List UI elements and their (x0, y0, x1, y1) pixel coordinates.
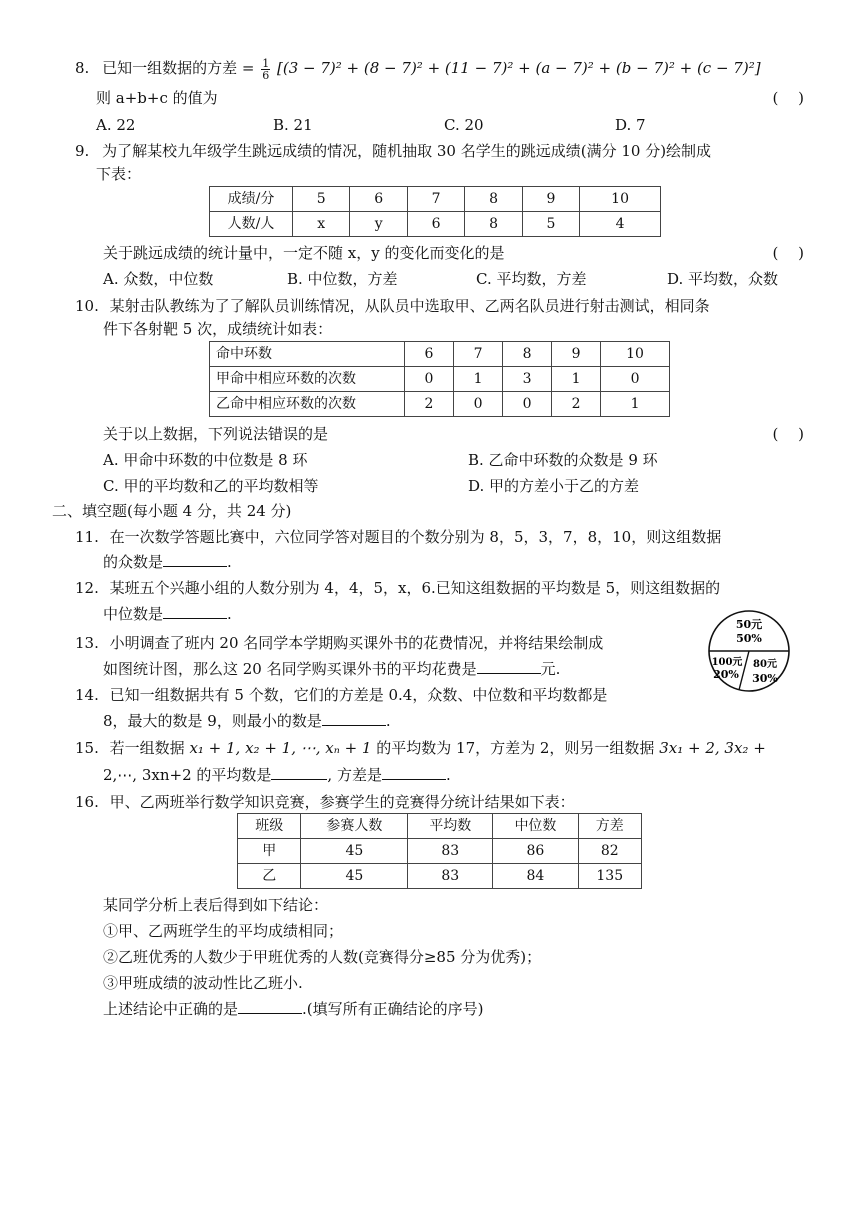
q13-pie-chart (703, 609, 795, 693)
q16-intro: 某同学分析上表后得到如下结论： (103, 896, 329, 914)
q8-line1 (75, 57, 761, 81)
table-row (238, 864, 642, 889)
q8-text: 已知一组数据的方差 (102, 59, 238, 77)
table-cell: 83 (408, 864, 493, 889)
q15-text1b: 的平均数为 17，方差为 2，则另一组数据 (376, 739, 655, 757)
q13-number: 13. (75, 634, 99, 652)
q10-number: 10. (75, 297, 99, 315)
q12-line2 (103, 603, 232, 625)
table-cell: 9 (522, 187, 579, 212)
q10-text2: 件下各射靶 5 次，成绩统计如表： (103, 320, 333, 338)
section-heading: 二、填空题(每小题 4 分，共 24 分) (52, 502, 292, 520)
q16-answer-blank[interactable] (238, 999, 302, 1014)
table-cell: 成绩/分 (210, 187, 293, 212)
table-cell: 方差 (578, 814, 642, 839)
pie-slice-80-percent: 30% (752, 672, 778, 685)
table-cell: 班级 (238, 814, 301, 839)
q16-conclusion-2: ②乙班优秀的人数少于甲班优秀的人数(竞赛得分≥85 分为优秀)； (103, 948, 542, 966)
q12-answer-blank[interactable] (163, 604, 227, 619)
q15-line2 (103, 764, 451, 786)
table-row (210, 187, 661, 212)
table-cell: 参赛人数 (301, 814, 408, 839)
table-cell: 10 (601, 342, 670, 367)
table-cell: 86 (493, 839, 578, 864)
q14-text1: 已知一组数据共有 5 个数，它们的方差是 0.4，众数、中位数和平均数都是 (109, 686, 608, 704)
q16-table (237, 813, 642, 889)
pie-slice-100-amount: 100元 (711, 657, 743, 668)
q14-line2 (103, 710, 391, 732)
q15-mean-blank[interactable] (271, 765, 327, 780)
table-cell: 6 (407, 212, 464, 237)
q15-math1: x₁ + 1, x₂ + 1, ⋯, xₙ + 1 (189, 739, 372, 757)
q14-text2: 8，最大的数是 9，则最小的数是 (103, 712, 322, 730)
q15-text2a: 2,⋯, 3xn+2 的平均数是 (103, 766, 272, 784)
q8-option-b: B. 21 (273, 116, 313, 134)
q11-text2: 的众数是 (103, 553, 164, 571)
q13-text1: 小明调查了班内 20 名同学本学期购买课外书的花费情况，并将结果绘制成 (109, 634, 604, 652)
table-cell: 45 (301, 839, 408, 864)
table-cell: 135 (578, 864, 642, 889)
q9-text1: 为了解某校九年级学生跳远成绩的情况，随机抽取 30 名学生的跳远成绩(满分 10 分)绘制成 (102, 142, 712, 160)
q13-text2: 如图统计图，那么这 20 名同学购买课外书的平均花费是 (103, 660, 477, 678)
q16-number: 16. (75, 793, 99, 811)
table-cell: 84 (493, 864, 578, 889)
table-row (238, 839, 642, 864)
table-cell: 甲命中相应环数的次数 (210, 367, 405, 392)
table-cell: 中位数 (493, 814, 578, 839)
pie-slice-50-percent: 50% (736, 632, 762, 645)
table-cell: 3 (503, 367, 552, 392)
q8-line2 (96, 87, 218, 109)
q11-number: 11. (75, 528, 99, 546)
q8-answer-paren: ( ) (772, 89, 804, 107)
q16-last-hint: .(填写所有正确结论的序号) (302, 1000, 484, 1018)
q9-option-a: A. 众数，中位数 (103, 270, 214, 288)
table-cell: 2 (405, 392, 454, 417)
q14-number: 14. (75, 686, 99, 704)
q16-conclusion-1: ①甲、乙两班学生的平均成绩相同； (103, 922, 344, 940)
table-cell: 甲 (238, 839, 301, 864)
q12-text2: 中位数是 (103, 605, 164, 623)
q8-option-d: D. 7 (615, 116, 646, 134)
table-cell: 0 (405, 367, 454, 392)
table-cell: 人数/人 (210, 212, 293, 237)
table-cell: 1 (601, 392, 670, 417)
q9-text2: 下表： (96, 165, 142, 183)
table-cell: 5 (293, 187, 350, 212)
q10-answer-paren: ( ) (772, 425, 804, 443)
table-row (210, 367, 670, 392)
q9-option-b: B. 中位数，方差 (287, 270, 398, 288)
q10-option-c: C. 甲的平均数和乙的平均数相等 (103, 477, 319, 495)
table-row (210, 392, 670, 417)
q13-line1 (75, 632, 603, 654)
q16-text1: 甲、乙两班举行数学知识竞赛，参赛学生的竞赛得分统计结果如下表： (109, 793, 575, 811)
q11-period: . (227, 553, 232, 571)
table-row (210, 342, 670, 367)
q8-fraction (261, 58, 270, 81)
q15-line1 (75, 737, 766, 759)
table-cell: x (293, 212, 350, 237)
table-cell: 6 (350, 187, 407, 212)
q15-variance-blank[interactable] (382, 765, 446, 780)
table-row (210, 212, 661, 237)
table-cell: 7 (454, 342, 503, 367)
table-cell: y (350, 212, 407, 237)
q13-line2 (103, 658, 560, 680)
q8-option-c: C. 20 (444, 116, 484, 134)
q9-answer-paren: ( ) (772, 244, 804, 262)
table-cell: 83 (408, 839, 493, 864)
q16-conclusion-3: ③甲班成绩的波动性比乙班小. (103, 974, 303, 992)
q10-text1: 某射击队教练为了了解队员训练情况，从队员中选取甲、乙两名队员进行射击测试，相同条 (109, 297, 710, 315)
table-cell: 1 (552, 367, 601, 392)
table-cell: 2 (552, 392, 601, 417)
q9-option-c: C. 平均数，方差 (476, 270, 587, 288)
table-cell: 45 (301, 864, 408, 889)
pie-slice-50-amount: 50元 (735, 618, 763, 631)
table-cell: 1 (454, 367, 503, 392)
q15-text2b: , 方差是 (327, 766, 382, 784)
table-row (238, 814, 642, 839)
q11-answer-blank[interactable] (163, 552, 227, 567)
q14-answer-blank[interactable] (322, 711, 386, 726)
q8-option-a: A. 22 (96, 116, 136, 134)
pie-slice-80-amount: 80元 (753, 659, 777, 670)
q14-period: . (385, 712, 391, 730)
q11-text1: 在一次数学答题比赛中，六位同学答对题目的个数分别为 8，5，3，7，8，10，则这组数据 (109, 528, 722, 546)
q12-number: 12. (75, 579, 99, 597)
q10-line1 (75, 295, 710, 317)
table-cell: 乙命中相应环数的次数 (210, 392, 405, 417)
q9-line1 (75, 140, 711, 162)
q13-answer-blank[interactable] (477, 659, 541, 674)
q8-formula-prefix: = (241, 59, 255, 77)
table-cell: 9 (552, 342, 601, 367)
q9-question: 关于跳远成绩的统计量中，一定不随 x，y 的变化而变化的是 (103, 244, 505, 262)
q8-frac-num: 1 (262, 56, 270, 70)
table-cell: 4 (580, 212, 661, 237)
table-cell: 0 (601, 367, 670, 392)
q9-option-d: D. 平均数，众数 (667, 270, 779, 288)
q10-question: 关于以上数据，下列说法错误的是 (103, 425, 329, 443)
table-cell: 82 (578, 839, 642, 864)
q13-unit: 元. (540, 660, 561, 678)
q16-last-text: 上述结论中正确的是 (103, 1000, 239, 1018)
q15-text1a: 若一组数据 (109, 739, 185, 757)
table-cell: 10 (580, 187, 661, 212)
q15-period: . (445, 766, 451, 784)
table-cell: 乙 (238, 864, 301, 889)
q11-line2 (103, 551, 232, 573)
table-cell: 8 (465, 212, 522, 237)
table-cell: 8 (465, 187, 522, 212)
table-cell: 平均数 (408, 814, 493, 839)
pie-slice-100-percent: 20% (713, 668, 739, 681)
q12-period: . (227, 605, 232, 623)
table-cell: 0 (454, 392, 503, 417)
q11-line1 (75, 526, 721, 548)
q12-text1: 某班五个兴趣小组的人数分别为 4，4，5，x，6.已知这组数据的平均数是 5，则这组数据的 (109, 579, 721, 597)
q16-line1 (75, 791, 575, 813)
table-cell: 7 (407, 187, 464, 212)
q15-math2: 3x₁ + 2, 3x₂ + (659, 739, 766, 757)
table-cell: 6 (405, 342, 454, 367)
q16-last-line (103, 998, 484, 1020)
q9-number: 9. (75, 142, 90, 160)
table-cell: 0 (503, 392, 552, 417)
q15-number: 15. (75, 739, 99, 757)
table-cell: 5 (522, 212, 579, 237)
q8-line2-text: 则 a+b+c 的值为 (96, 89, 218, 107)
q8-frac-den: 6 (262, 68, 270, 82)
q10-option-d: D. 甲的方差小于乙的方差 (468, 477, 640, 495)
table-cell: 8 (503, 342, 552, 367)
q8-formula: [(3 − 7)² + (8 − 7)² + (11 − 7)² + (a − 7)² + (b − 7)² + (c − 7)²] (277, 59, 761, 77)
table-cell: 命中环数 (210, 342, 405, 367)
q10-table (209, 341, 670, 417)
q9-table (209, 186, 661, 237)
q8-number: 8. (75, 59, 90, 77)
q12-line1 (75, 577, 720, 599)
q10-option-b: B. 乙命中环数的众数是 9 环 (468, 451, 658, 469)
q14-line1 (75, 684, 607, 706)
q10-option-a: A. 甲命中环数的中位数是 8 环 (103, 451, 308, 469)
